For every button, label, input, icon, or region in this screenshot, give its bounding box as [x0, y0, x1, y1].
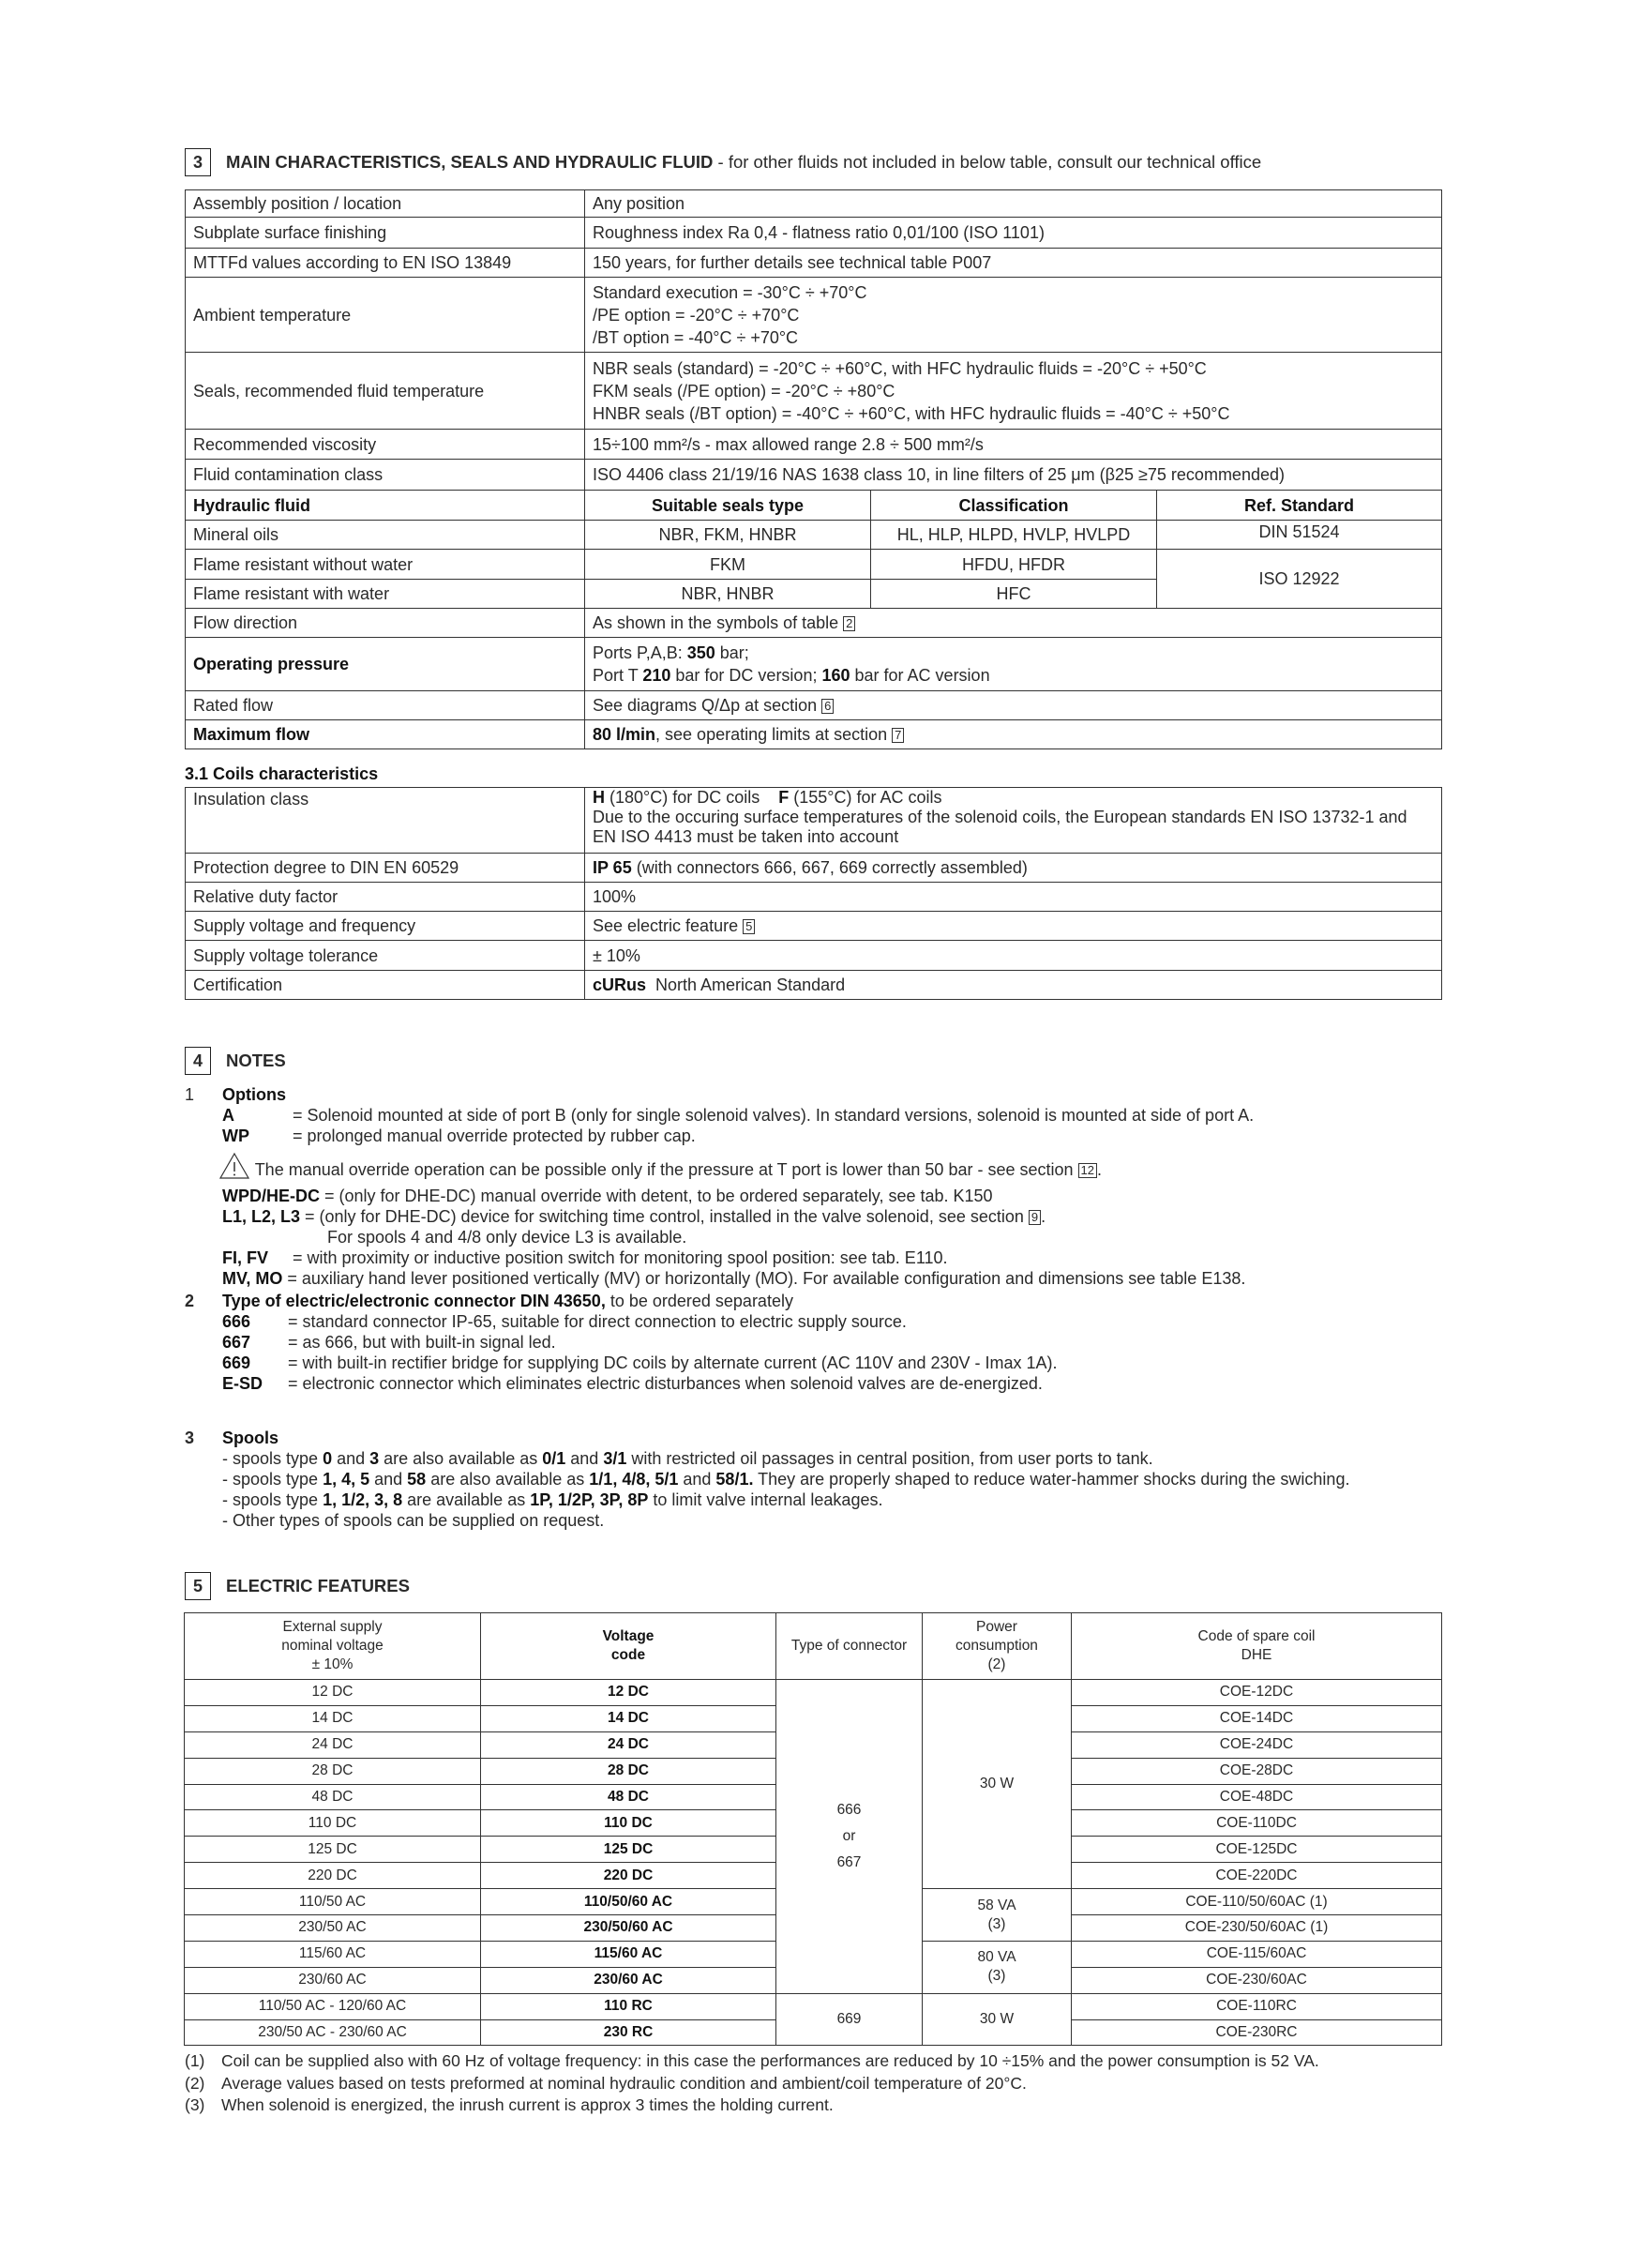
table-row: [185, 1993, 1442, 2019]
text: consumption: [955, 1638, 1038, 1654]
option-code: L1, L2, L3: [222, 1207, 301, 1226]
spare-coil-code: COE-110DC: [1072, 1810, 1442, 1837]
text: DHE: [1241, 1647, 1272, 1663]
cell: FKM: [585, 550, 871, 580]
option-code: MV, MO: [222, 1269, 283, 1288]
text: 1P, 1/2P, 3P, 8P: [530, 1490, 649, 1509]
cell: NBR, FKM, HNBR: [585, 521, 871, 550]
electric-features-table: [184, 1612, 1442, 2046]
row-value: ISO 4406 class 21/19/16 NAS 1638 class 10, in line filters of 25 μm (β25 ≥75 recommended): [585, 460, 1442, 491]
connector-code: 669: [222, 1353, 251, 1372]
connector-code: E-SD: [222, 1374, 263, 1393]
section-ref: 2: [843, 616, 855, 631]
note-number: 3: [185, 1429, 195, 1447]
table-row: [185, 1680, 1442, 1706]
section-ref: 12: [1078, 1163, 1097, 1178]
text: Voltage: [602, 1628, 655, 1644]
spool-line: [185, 1489, 1460, 1510]
connector-code: 667: [222, 1333, 251, 1352]
spare-coil-code: COE-125DC: [1072, 1837, 1442, 1863]
text: are available as: [402, 1490, 531, 1509]
text: ± 10%: [311, 1656, 354, 1672]
connector-desc: = with built-in rectifier bridge for supplying DC coils by alternate current (AC 110V and 230V - Imax 1A).: [288, 1353, 1058, 1372]
section-ref: 5: [743, 919, 755, 934]
column-header: Hydraulic fluid: [193, 495, 311, 515]
row-label: Subplate surface finishing: [186, 218, 585, 249]
option-desc: For spools 4 and 4/8 only device L3 is available.: [327, 1228, 687, 1247]
text: and: [678, 1470, 716, 1489]
text: (3): [987, 1915, 1006, 1932]
connector-desc: = electronic connector which eliminates electric disturbances when solenoid valves are de-energized.: [288, 1374, 1043, 1393]
section-ref: 6: [821, 699, 834, 714]
table-row: [186, 550, 1442, 580]
external-voltage: 125 DC: [185, 1837, 481, 1863]
row-label: Seals, recommended fluid temperature: [186, 353, 585, 430]
spare-coil-code: COE-24DC: [1072, 1731, 1442, 1758]
text: - spools type: [222, 1470, 323, 1489]
row-label: Ambient temperature: [186, 278, 585, 353]
note-number: 1: [185, 1085, 195, 1104]
spare-coil-code: COE-110RC: [1072, 1993, 1442, 2019]
text: (155°C) for AC coils: [789, 788, 942, 807]
text: 1, 4, 5: [323, 1470, 370, 1489]
option-desc: = Solenoid mounted at side of port B (only for single solenoid valves). In standard versions, solenoid is mounted at side of port A.: [293, 1106, 1255, 1125]
text: bar;: [715, 643, 749, 662]
spool-line: - Other types of spools can be supplied on request.: [222, 1511, 605, 1530]
text: - spools type: [222, 1449, 323, 1468]
connector-code: 666: [222, 1312, 251, 1331]
text: As shown in the symbols of table: [593, 613, 839, 632]
column-header: Suitable seals type: [651, 495, 805, 515]
section-title: ELECTRIC FEATURES: [226, 1576, 410, 1595]
table-row: [186, 278, 1442, 353]
table-row: [186, 249, 1442, 278]
voltage-code: 230/60 AC: [594, 1972, 663, 1988]
column-header: [481, 1613, 776, 1680]
column-header: [185, 1613, 481, 1680]
line: /BT option = -40°C ÷ +70°C: [593, 327, 799, 347]
external-voltage: 12 DC: [185, 1680, 481, 1706]
row-value: 100%: [585, 883, 1442, 912]
text: (180°C) for DC coils: [605, 788, 779, 807]
power-cell: [923, 1941, 1072, 1993]
text: 0/1: [542, 1449, 566, 1468]
external-voltage: 24 DC: [185, 1731, 481, 1758]
voltage-code: 28 DC: [608, 1762, 649, 1779]
voltage-code: 110/50/60 AC: [583, 1893, 673, 1910]
row-value: Any position: [585, 190, 1442, 218]
section-number: 4: [185, 1047, 211, 1075]
footnote-number: (1): [185, 2051, 205, 2070]
row-value: [585, 638, 1442, 691]
notes: 1 Options A = Solenoid mounted at side of port B (only for single solenoid valves). In standard versions, solenoid is mounted at side of port A. WP = prolonged manual override protected by rubber cap. The manual override operation can be possible only if the pressure at T port is lower than 50 bar - see section 12 . WPD/HE-DC = (only for DHE-DC) manual override with detent, to be ordered separately, see tab. K150 L1, L2, L3 = (only for DHE-DC) device for switching time control, installed in the valve solenoid, see section 9 . For spools 4 and 4/8 only device L3 is available. FI, FV = with proximity or inductive position switch for monitoring spool position: see tab. E110. MV, MO = auxiliary hand lever positioned vertically (MV) or horizontally (MO). For available configuration and dimensions see table E138. 2 Type of electric/electronic connector DIN 43650, to be ordered separately 666 = standard connector IP-65, suitable for direct connection to electric supply source. 667 = as 666, but with built-in signal led. 669 = with built-in rectifier bridge for supplying DC coils by alternate current (AC 110V and 230V - Imax 1A). E-SD = electronic connector which eliminates electric disturbances when solenoid valves are de-energized. 3 Spools - spools type 0 and 3 are also available as 0/1 and 3/1 with restricted oil passages in central position, from user ports to tank. - spools type 1, 4, 5 and 58 are also available as 1/1, 4/8, 5/1 and 58/1. They are properly shaped to reduce water-hammer shocks during the swiching. - spools type 1, 1/2, 3, 8 are available as 1P, 1/2P, 3P, 8P to limit valve internal leakages. - Other types of spools can be supplied on request.: [185, 1084, 1460, 1531]
row-label: Certification: [186, 971, 585, 1000]
note-title: Type of electric/electronic connector DIN 43650,: [222, 1292, 606, 1310]
text: - spools type: [222, 1490, 323, 1509]
text: to limit valve internal leakages.: [648, 1490, 883, 1509]
row-label: Supply voltage tolerance: [186, 941, 585, 971]
section-ref: 7: [892, 728, 904, 743]
cell: Flame resistant with water: [186, 580, 585, 609]
power-cell: 30 W: [923, 1993, 1072, 2046]
row-value: ± 10%: [585, 941, 1442, 971]
option-desc: = (only for DHE-DC) manual override with detent, to be ordered separately, see tab. K150: [320, 1187, 993, 1205]
voltage-code: 14 DC: [608, 1710, 649, 1727]
characteristics-table: [185, 189, 1442, 749]
voltage-code: 12 DC: [608, 1684, 649, 1701]
warning-note: The manual override operation can be possible only if the pressure at T port is lower than 50 bar - see section 12 .: [185, 1152, 1460, 1180]
spare-coil-code: COE-110/50/60AC (1): [1072, 1889, 1442, 1915]
cell: NBR, HNBR: [585, 580, 871, 609]
row-label: Relative duty factor: [186, 883, 585, 912]
text: and: [332, 1449, 370, 1468]
note-number: 2: [185, 1292, 195, 1310]
column-header: Type of connector: [776, 1613, 923, 1680]
text: 1, 1/2, 3, 8: [323, 1490, 403, 1509]
fluid-header-row: [186, 491, 1442, 521]
text: are also available as: [379, 1449, 543, 1468]
row-value: [585, 609, 1442, 638]
section-number: 5: [185, 1572, 211, 1600]
column-header: [1072, 1613, 1442, 1680]
table-row: [186, 883, 1442, 912]
external-voltage: 230/50 AC: [185, 1915, 481, 1942]
external-voltage: 14 DC: [185, 1705, 481, 1731]
external-voltage: 230/50 AC - 230/60 AC: [185, 2019, 481, 2046]
spare-coil-code: COE-28DC: [1072, 1758, 1442, 1784]
coils-table: [185, 787, 1442, 1000]
line: HNBR seals (/BT option) = -40°C ÷ +60°C, with HFC hydraulic fluids = -40°C ÷ +50°C: [593, 403, 1230, 423]
text: and: [369, 1470, 408, 1489]
row-label: Rated flow: [186, 691, 585, 720]
row-label: MTTFd values according to EN ISO 13849: [186, 249, 585, 278]
text: 3: [369, 1449, 380, 1468]
row-value: [585, 278, 1442, 353]
cell: HFDU, HFDR: [871, 550, 1157, 580]
spare-coil-code: COE-230/60AC: [1072, 1967, 1442, 1993]
option-desc: = auxiliary hand lever positioned vertically (MV) or horizontally (MO). For available configuration and dimensions see table E138.: [282, 1269, 1246, 1288]
text: or: [842, 1827, 856, 1844]
table-row: [186, 218, 1442, 249]
row-value: 15÷100 mm²/s - max allowed range 2.8 ÷ 500 mm²/s: [585, 430, 1442, 460]
coils-heading: 3.1 Coils characteristics: [185, 764, 379, 783]
table-row: [186, 971, 1442, 1000]
spool-line: [185, 1448, 1460, 1469]
external-voltage: 110 DC: [185, 1810, 481, 1837]
table-row: [186, 941, 1442, 971]
note-title-rest: to be ordered separately: [605, 1292, 793, 1310]
footnote-text: Average values based on tests preformed at nominal hydraulic condition and ambient/coil temperature of 20°C.: [221, 2073, 1027, 2093]
table-row: [186, 854, 1442, 883]
row-value: [585, 353, 1442, 430]
voltage-code: 125 DC: [603, 1840, 654, 1857]
section-subtitle: - for other fluids not included in below table, consult our technical office: [713, 152, 1262, 172]
text: (2): [987, 1656, 1006, 1672]
footnote-text: When solenoid is energized, the inrush current is approx 3 times the holding current.: [221, 2095, 834, 2114]
text: See diagrams Q/Δp at section: [593, 696, 818, 715]
text: 1/1, 4/8, 5/1: [589, 1470, 679, 1489]
footnotes: [185, 2050, 1319, 2117]
text: Power: [976, 1619, 1017, 1635]
spare-coil-code: COE-115/60AC: [1072, 1941, 1442, 1967]
footnote-text: Coil can be supplied also with 60 Hz of voltage frequency: in this case the performances are reduced by 10 ÷15% and the power consumption is 52 VA.: [221, 2051, 1319, 2070]
connector-desc: = standard connector IP-65, suitable for direct connection to electric supply source.: [288, 1312, 907, 1331]
external-voltage: 220 DC: [185, 1863, 481, 1889]
section-title: MAIN CHARACTERISTICS, SEALS AND HYDRAULIC FLUID: [226, 152, 714, 172]
external-voltage: 48 DC: [185, 1784, 481, 1810]
row-label: Flow direction: [186, 609, 585, 638]
text: are also available as: [426, 1470, 590, 1489]
spare-coil-code: COE-12DC: [1072, 1680, 1442, 1706]
row-label: Protection degree to DIN EN 60529: [186, 854, 585, 883]
text: H: [593, 788, 605, 807]
row-value: [585, 971, 1442, 1000]
table-row: [186, 190, 1442, 218]
cell: Flame resistant without water: [186, 550, 585, 580]
row-label: Insulation class: [186, 788, 585, 854]
footnote-number: (2): [185, 2073, 205, 2093]
text: Due to the occuring surface temperatures of the solenoid coils, the European standards EN ISO 13732-1 and EN ISO 4413 must be taken into account: [593, 808, 1407, 846]
row-label: Operating pressure: [193, 655, 350, 673]
row-value: [585, 788, 1442, 854]
row-value: [585, 854, 1442, 883]
table-row: [186, 460, 1442, 491]
warning-text: The manual override operation can be possible only if the pressure at T port is lower than 50 bar - see section: [254, 1160, 1074, 1179]
section-number: 3: [185, 148, 211, 176]
connector-desc: = as 666, but with built-in signal led.: [288, 1333, 556, 1352]
column-header: [923, 1613, 1072, 1680]
column-header: Classification: [958, 495, 1069, 515]
table-row: [186, 720, 1442, 749]
cell: HFC: [871, 580, 1157, 609]
text: 350: [686, 643, 715, 662]
text: They are properly shaped to reduce water-hammer shocks during the swiching.: [753, 1470, 1350, 1489]
voltage-code: 220 DC: [603, 1867, 654, 1883]
option-desc: = with proximity or inductive position switch for monitoring spool position: see tab. E110.: [293, 1248, 948, 1267]
cert-mark: cURus: [593, 975, 647, 994]
text: bar for AC version: [850, 666, 990, 685]
text: 80 VA: [977, 1949, 1016, 1966]
voltage-code: 115/60 AC: [594, 1945, 663, 1962]
table-row: [186, 788, 1442, 854]
voltage-code: 110 DC: [604, 1814, 653, 1831]
text: Ports P,A,B:: [593, 643, 687, 662]
spare-coil-code: COE-14DC: [1072, 1705, 1442, 1731]
text: External supply: [282, 1619, 383, 1635]
text: 58 VA: [977, 1897, 1016, 1913]
voltage-code: 110 RC: [604, 1998, 653, 2015]
text: IP 65: [593, 858, 632, 877]
table-row: [186, 912, 1442, 941]
text: North American Standard: [646, 975, 846, 994]
row-value: [585, 691, 1442, 720]
table-row: [186, 521, 1442, 550]
section-title: NOTES: [226, 1051, 286, 1070]
external-voltage: 110/50 AC: [185, 1889, 481, 1915]
row-value: [585, 912, 1442, 941]
text: F: [778, 788, 790, 807]
text: code: [610, 1647, 646, 1663]
voltage-code: 230 RC: [603, 2024, 654, 2041]
text: 58: [407, 1470, 427, 1489]
text: with restricted oil passages in central position, from user ports to tank.: [626, 1449, 1153, 1468]
text: 160: [821, 666, 850, 685]
spare-coil-code: COE-230RC: [1072, 2019, 1442, 2046]
option-code: A: [222, 1106, 234, 1125]
cell: ISO 12922: [1157, 550, 1442, 609]
line: NBR seals (standard) = -20°C ÷ +60°C, with HFC hydraulic fluids = -20°C ÷ +50°C: [593, 358, 1207, 378]
text: , see operating limits at section: [655, 725, 888, 744]
option-desc: = prolonged manual override protected by rubber cap.: [293, 1126, 696, 1145]
external-voltage: 110/50 AC - 120/60 AC: [185, 1993, 481, 2019]
row-label: Recommended viscosity: [186, 430, 585, 460]
row-value: Roughness index Ra 0,4 - flatness ratio 0,01/100 (ISO 1101): [585, 218, 1442, 249]
section-5-heading: [185, 1572, 410, 1600]
spare-coil-code: COE-230/50/60AC (1): [1072, 1915, 1442, 1942]
spare-coil-code: COE-220DC: [1072, 1863, 1442, 1889]
text: 3/1: [603, 1449, 627, 1468]
table-row: [186, 638, 1442, 691]
external-voltage: 230/60 AC: [185, 1967, 481, 1993]
section-4-heading: [185, 1047, 286, 1075]
cell: HL, HLP, HLPD, HVLP, HVLPD: [871, 521, 1157, 550]
cell: DIN 51524: [1157, 521, 1442, 550]
footnote-number: (3): [185, 2095, 205, 2114]
text: and: [565, 1449, 604, 1468]
text: nominal voltage: [281, 1638, 384, 1654]
text: 80 l/min: [593, 725, 656, 744]
text: (3): [987, 1968, 1006, 1985]
text: 58/1.: [715, 1470, 754, 1489]
text: Code of spare coil: [1197, 1628, 1316, 1644]
power-cell: 30 W: [923, 1680, 1072, 1889]
option-desc: = (only for DHE-DC) device for switching time control, installed in the valve solenoid, see section: [300, 1207, 1024, 1226]
text: bar for DC version;: [670, 666, 822, 685]
section-3-heading: [185, 148, 1261, 176]
table-row: [186, 353, 1442, 430]
note-title: Spools: [222, 1429, 279, 1447]
table-row: [186, 430, 1442, 460]
line: /PE option = -20°C ÷ +70°C: [593, 305, 800, 325]
cell: Mineral oils: [186, 521, 585, 550]
row-value: [585, 720, 1442, 749]
line: FKM seals (/PE option) = -20°C ÷ +80°C: [593, 381, 895, 401]
section-ref: 9: [1029, 1210, 1041, 1225]
option-code: WP: [222, 1126, 249, 1145]
option-code: FI, FV: [222, 1248, 268, 1267]
note-title: Options: [222, 1085, 286, 1104]
text: (with connectors 666, 667, 669 correctly assembled): [631, 858, 1028, 877]
text: 666: [836, 1801, 862, 1818]
power-cell: [923, 1889, 1072, 1942]
voltage-code: 230/50/60 AC: [583, 1919, 673, 1936]
row-label: Assembly position / location: [186, 190, 585, 218]
external-voltage: 115/60 AC: [185, 1941, 481, 1967]
table-row: [186, 609, 1442, 638]
option-code: WPD/HE-DC: [222, 1187, 320, 1205]
warning-icon: [218, 1152, 250, 1180]
spare-coil-code: COE-48DC: [1072, 1784, 1442, 1810]
row-value: 150 years, for further details see technical table P007: [585, 249, 1442, 278]
row-label: Maximum flow: [193, 725, 310, 744]
header-row: [185, 1613, 1442, 1680]
voltage-code: 24 DC: [608, 1736, 649, 1753]
table-row: [186, 691, 1442, 720]
text: Port T: [593, 666, 643, 685]
spool-line: [185, 1469, 1460, 1489]
connector-cell: [776, 1680, 923, 1994]
text: 210: [642, 666, 671, 685]
text: See electric feature: [593, 916, 739, 935]
voltage-code: 48 DC: [608, 1789, 649, 1805]
text: 0: [323, 1449, 333, 1468]
external-voltage: 28 DC: [185, 1758, 481, 1784]
row-label: Supply voltage and frequency: [186, 912, 585, 941]
row-label: Fluid contamination class: [186, 460, 585, 491]
text: 667: [836, 1853, 862, 1870]
line: Standard execution = -30°C ÷ +70°C: [593, 282, 867, 302]
connector-cell: 669: [776, 1993, 923, 2046]
column-header: Ref. Standard: [1244, 495, 1355, 515]
